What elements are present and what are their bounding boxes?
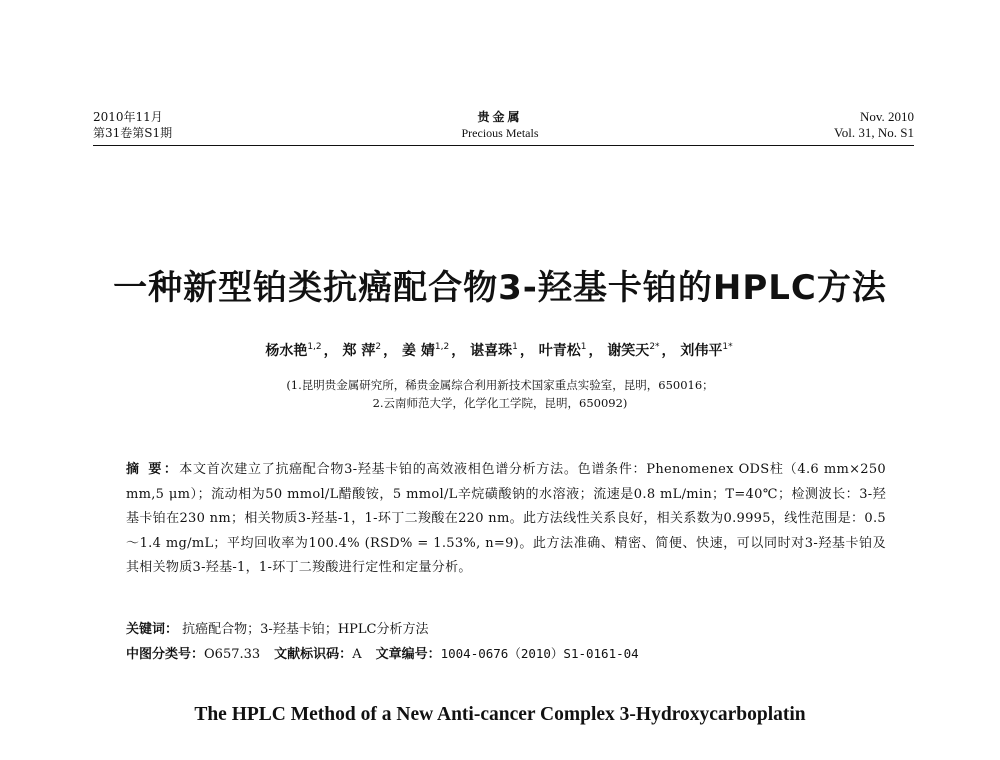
article-number-value: 1004-0676（2010）S1-0161-04 (440, 646, 639, 661)
author: 杨水艳$^{1,2}$ (265, 342, 322, 359)
author: 刘伟平$^{1*}$ (680, 342, 733, 359)
author: 郑 萍$^2$ (342, 342, 382, 359)
author: 谢笑天$^{2*}$ (607, 342, 660, 359)
clc-value: O657.33 (204, 647, 261, 662)
classification-line (126, 644, 639, 665)
author: 叶青松$^1$ (538, 342, 587, 359)
volume-issue-en: Vol. 31, No. S1 (834, 125, 914, 140)
author: 谌喜珠$^1$ (470, 342, 518, 359)
affiliation-line: 2.云南师范大学，化学化工学院，昆明，650092) (372, 396, 628, 410)
journal-title-cn: 贵金属 (477, 110, 523, 124)
abstract (126, 458, 886, 581)
issue-date: 2010年11月 (93, 110, 163, 124)
paper-title: 一种新型铂类抗癌配合物3-羟基卡铂的HPLC方法 (113, 268, 887, 308)
english-title: The HPLC Method of a New Anti-cancer Complex 3-Hydroxycarboplatin (194, 704, 806, 725)
doc-code-value: A (352, 647, 362, 662)
affiliations (0, 376, 1000, 412)
issue-date-en: Nov. 2010 (859, 109, 914, 124)
keywords (126, 620, 428, 640)
article-number-label: 文章编号： (375, 647, 441, 662)
abstract-label: 摘 要： (126, 462, 180, 477)
keywords-text: 抗癌配合物；3-羟基卡铂；HPLC分析方法 (182, 622, 429, 637)
abstract-text: 本文首次建立了抗癌配合物3-羟基卡铂的高效液相色谱分析方法。色谱条件：Phenomenex ODS柱（4.6 mm×250 mm,5 μm）；流动相为50 mmol/L醋酸铵，5 mmol/L辛烷磺酸钠的水溶液；流速是0.8 mL/min；T=40℃；检测波长：3-羟基卡铂在230 nm；相关物质3-羟基-1，1-环丁二羧酸在220 nm。此方法线性关系良好，相关系数为0.9995，线性范围是：0.5～1.4 mg/mL；平均回收率为100.4% (RSD% = 1.53%, n=9)。此方法准确、精密、简便、快速，可以同时对3-羟基卡铂及其相关物质3-羟基-1，1-环丁二羧酸进行定性和定量分析。 (126, 462, 886, 575)
journal-title-en: Precious Metals (461, 126, 539, 140)
keywords-label: 关键词： (126, 622, 179, 637)
journal-date-volume-en (834, 109, 914, 141)
clc-label: 中图分类号： (126, 647, 205, 662)
affiliation-line: (1.昆明贵金属研究所，稀贵金属综合利用新技术国家重点实验室，昆明，650016； (286, 378, 714, 392)
doc-code-label: 文献标识码： (274, 647, 353, 662)
header-rule (93, 145, 914, 146)
author: 姜 婧$^{1,2}$ (402, 342, 450, 359)
author-list: 杨水艳$^{1,2}$ ， 郑 萍$^2$ ， 姜 婧$^{1,2}$ ， 谌喜珠$^1$ ， 叶青松$^1$ ， 谢笑天$^{2*}$ ， 刘伟平$^{1*}$ (265, 342, 733, 359)
volume-issue: 第31卷第S1期 (93, 126, 173, 140)
